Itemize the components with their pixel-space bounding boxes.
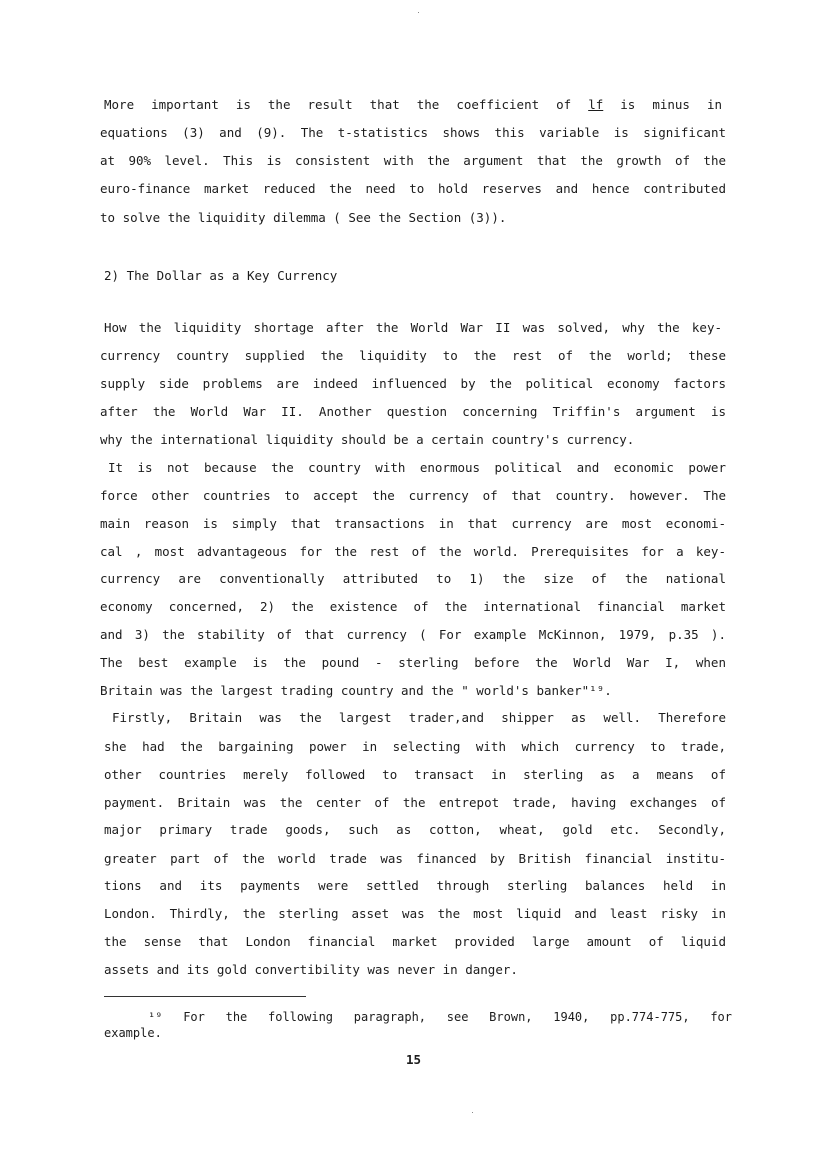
paragraph-3-line: Britain was the largest trading country and the " world's banker"¹⁹. — [100, 683, 612, 698]
paragraph-3-line: force other countries to accept the currency of that country. however. The — [100, 488, 726, 503]
paragraph-4-line: major primary trade goods, such as cotton, wheat, gold etc. Secondly, — [104, 822, 726, 837]
paragraph-1-line: euro-finance market reduced the need to hold reserves and hence contributed — [100, 181, 726, 196]
paragraph-2-line: after the World War II. Another question concerning Triffin's argument is — [100, 404, 726, 419]
paragraph-3-line: The best example is the pound - sterling before the World War I, when — [100, 655, 726, 670]
paragraph-2-line: supply side problems are indeed influenced by the political economy factors — [100, 376, 726, 391]
paragraph-4-line: assets and its gold convertibility was never in danger. — [104, 962, 518, 977]
paragraph-2-line: How the liquidity shortage after the World War II was solved, why the key- — [104, 320, 722, 335]
paragraph-3-line: currency are conventionally attributed to 1) the size of the national — [100, 571, 726, 586]
paragraph-4-line: other countries merely followed to transact in sterling as a means of — [104, 767, 726, 782]
paragraph-1-line: equations (3) and (9). The t-statistics shows this variable is significant — [100, 125, 726, 140]
section-heading: 2) The Dollar as a Key Currency — [104, 268, 338, 283]
paragraph-4-line: London. Thirdly, the sterling asset was the most liquid and least risky in — [104, 906, 726, 921]
scan-speck — [418, 12, 419, 13]
paragraph-3-line: economy concerned, 2) the existence of the international financial market — [100, 599, 726, 614]
paragraph-4-line: tions and its payments were settled through sterling balances held in — [104, 878, 726, 893]
footnote-line: ¹⁹ For the following paragraph, see Brown, 1940, pp.774-775, for — [148, 1010, 732, 1024]
paragraph-4-line: Firstly, Britain was the largest trader,and shipper as well. Therefore — [112, 710, 726, 725]
paragraph-1-line: More important is the result that the coefficient of lf is minus in — [104, 97, 722, 112]
paragraph-3-line: main reason is simply that transactions in that currency are most economi- — [100, 516, 726, 531]
footnote-line: example. — [104, 1026, 162, 1040]
paragraph-4-line: the sense that London financial market provided large amount of liquid — [104, 934, 726, 949]
paragraph-1-line: at 90% level. This is consistent with the argument that the growth of the — [100, 153, 726, 168]
scan-speck — [472, 1112, 473, 1113]
paragraph-4-line: greater part of the world trade was financed by British financial institu- — [104, 851, 726, 866]
page-number: 15 — [405, 1052, 422, 1067]
paragraph-3-line: cal , most advantageous for the rest of the world. Prerequisites for a key- — [100, 544, 726, 559]
paragraph-4-line: payment. Britain was the center of the entrepot trade, having exchanges of — [104, 795, 726, 810]
paragraph-3-line: It is not because the country with enormous political and economic power — [108, 460, 726, 475]
footnote-divider — [104, 996, 306, 997]
paragraph-1-line: to solve the liquidity dilemma ( See the Section (3)). — [100, 210, 507, 225]
paragraph-2-line: currency country supplied the liquidity to the rest of the world; these — [100, 348, 726, 363]
paragraph-2-line: why the international liquidity should be a certain country's currency. — [100, 432, 635, 447]
paragraph-3-line: and 3) the stability of that currency ( For example McKinnon, 1979, p.35 ). — [100, 627, 726, 642]
paragraph-4-line: she had the bargaining power in selecting with which currency to trade, — [104, 739, 726, 754]
